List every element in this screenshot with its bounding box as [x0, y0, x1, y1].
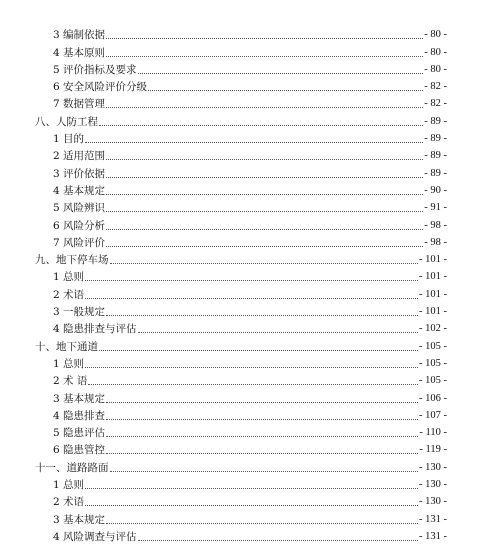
- toc-section-entry[interactable]: [0, 284, 483, 301]
- dot-leader: [138, 540, 418, 541]
- toc-entry-page-number: - 101 -: [419, 271, 447, 283]
- toc-entry-title: 2 适用范围: [53, 150, 106, 163]
- dot-leader: [99, 350, 418, 351]
- toc-entry-page-number: - 82 -: [424, 81, 447, 93]
- dot-leader: [99, 125, 423, 126]
- toc-entry-page-number: - 98 -: [424, 219, 447, 231]
- toc-entry-title: 2 术语: [53, 288, 85, 301]
- toc-section-entry[interactable]: [0, 25, 483, 42]
- toc-section-entry[interactable]: [0, 94, 483, 111]
- dot-leader: [106, 436, 418, 437]
- toc-entry-title: 3 基本规定: [53, 513, 106, 526]
- dot-leader: [106, 523, 418, 524]
- toc-entry-page-number: - 90 -: [424, 184, 447, 196]
- toc-entry-title: 4 基本规定: [53, 184, 106, 197]
- dot-leader: [106, 229, 423, 230]
- toc-entry-title: 4 基本原则: [53, 46, 106, 59]
- toc-chapter-entry[interactable]: [0, 457, 483, 474]
- toc-section-entry[interactable]: [0, 371, 483, 388]
- toc-section-entry[interactable]: [0, 233, 483, 250]
- toc-entry-title: 3 基本规定: [53, 392, 106, 405]
- toc-entry-title: 3 评价依据: [53, 167, 106, 180]
- toc-entry-page-number: - 119 -: [419, 444, 447, 456]
- toc-entry-page-number: - 130 -: [419, 479, 447, 491]
- dot-leader: [106, 194, 423, 195]
- toc-entry-page-number: - 102 -: [419, 323, 447, 335]
- toc-section-entry[interactable]: [0, 475, 483, 492]
- dot-leader: [110, 471, 419, 472]
- dot-leader: [106, 211, 423, 212]
- toc-entry-title: 八、人防工程: [35, 115, 98, 128]
- toc-entry-page-number: - 80 -: [424, 46, 447, 58]
- toc-section-entry[interactable]: [0, 354, 483, 371]
- dot-leader: [106, 56, 423, 57]
- dot-leader: [85, 298, 418, 299]
- toc-section-entry[interactable]: [0, 527, 483, 544]
- toc-entry-title: 十一、道路路面: [35, 461, 109, 474]
- toc-entry-page-number: - 91 -: [424, 202, 447, 214]
- dot-leader: [106, 177, 423, 178]
- toc-entry-title: 4 隐患排查与评估: [53, 323, 137, 336]
- toc-section-entry[interactable]: [0, 406, 483, 423]
- toc-entry-title: 4 风险调查与评估: [53, 530, 137, 543]
- toc-entry-page-number: - 89 -: [424, 167, 447, 179]
- dot-leader: [85, 280, 418, 281]
- toc-section-entry[interactable]: [0, 146, 483, 163]
- toc-section-entry[interactable]: [0, 77, 483, 94]
- dot-leader: [106, 453, 418, 454]
- toc-entry-title: 九、地下停车场: [35, 254, 109, 267]
- toc-chapter-entry[interactable]: [0, 111, 483, 128]
- toc-entry-page-number: - 89 -: [424, 133, 447, 145]
- toc-entry-title: 5 隐患评估: [53, 427, 106, 440]
- toc-entry-title: 5 风险辨识: [53, 202, 106, 215]
- toc-entry-title: 2 术语: [53, 496, 85, 509]
- toc-entry-page-number: - 130 -: [419, 496, 447, 508]
- toc-section-entry[interactable]: [0, 267, 483, 284]
- toc-section-entry[interactable]: [0, 42, 483, 59]
- toc-entry-title: 7 风险评价: [53, 236, 106, 249]
- table-of-contents: [0, 25, 483, 544]
- toc-entry-page-number: - 101 -: [419, 306, 447, 318]
- toc-chapter-entry[interactable]: [0, 250, 483, 267]
- dot-leader: [106, 107, 423, 108]
- toc-entry-page-number: - 80 -: [424, 63, 447, 75]
- dot-leader: [85, 142, 423, 143]
- toc-entry-page-number: - 130 -: [419, 461, 447, 473]
- toc-chapter-entry[interactable]: [0, 336, 483, 353]
- toc-entry-page-number: - 107 -: [419, 409, 447, 421]
- dot-leader: [106, 419, 418, 420]
- toc-entry-title: 6 隐患管控: [53, 444, 106, 457]
- toc-section-entry[interactable]: [0, 440, 483, 457]
- toc-entry-page-number: - 105 -: [419, 340, 447, 352]
- dot-leader: [85, 488, 418, 489]
- toc-entry-title: 7 数据管理: [53, 98, 106, 111]
- toc-entry-title: 1 目的: [53, 133, 85, 146]
- toc-entry-page-number: - 101 -: [419, 288, 447, 300]
- toc-entry-page-number: - 131 -: [419, 530, 447, 542]
- toc-entry-page-number: - 101 -: [419, 254, 447, 266]
- toc-entry-page-number: - 105 -: [419, 375, 447, 387]
- dot-leader: [110, 263, 419, 264]
- toc-entry-page-number: - 82 -: [424, 98, 447, 110]
- toc-entry-page-number: - 89 -: [424, 115, 447, 127]
- toc-entry-title: 3 编制依据: [53, 29, 106, 42]
- toc-entry-title: 5 评价指标及要求: [53, 63, 137, 76]
- toc-section-entry[interactable]: [0, 215, 483, 232]
- toc-section-entry[interactable]: [0, 181, 483, 198]
- toc-entry-title: 1 总则: [53, 357, 85, 370]
- dot-leader: [106, 159, 423, 160]
- toc-section-entry[interactable]: [0, 60, 483, 77]
- dot-leader: [106, 38, 423, 39]
- toc-entry-title: 十、地下通道: [35, 340, 98, 353]
- toc-entry-page-number: - 89 -: [424, 150, 447, 162]
- toc-entry-title: 2 术 语: [53, 375, 88, 388]
- toc-section-entry[interactable]: [0, 302, 483, 319]
- dot-leader: [85, 367, 418, 368]
- dot-leader: [106, 402, 418, 403]
- toc-section-entry[interactable]: [0, 388, 483, 405]
- toc-section-entry[interactable]: [0, 163, 483, 180]
- dot-leader: [85, 505, 418, 506]
- toc-entry-title: 1 总则: [53, 479, 85, 492]
- toc-section-entry[interactable]: [0, 492, 483, 509]
- toc-entry-title: 6 风险分析: [53, 219, 106, 232]
- toc-section-entry[interactable]: [0, 423, 483, 440]
- dot-leader: [138, 73, 424, 74]
- toc-section-entry[interactable]: [0, 509, 483, 526]
- toc-entry-page-number: - 110 -: [419, 427, 447, 439]
- toc-entry-title: 4 隐患排查: [53, 409, 106, 422]
- toc-entry-page-number: - 106 -: [419, 392, 447, 404]
- toc-section-entry[interactable]: [0, 319, 483, 336]
- toc-section-entry[interactable]: [0, 198, 483, 215]
- dot-leader: [106, 246, 423, 247]
- dot-leader: [138, 332, 418, 333]
- dot-leader: [88, 384, 418, 385]
- toc-section-entry[interactable]: [0, 129, 483, 146]
- toc-entry-page-number: - 131 -: [419, 513, 447, 525]
- dot-leader: [106, 315, 418, 316]
- toc-entry-title: 3 一般规定: [53, 306, 106, 319]
- toc-entry-page-number: - 98 -: [424, 236, 447, 248]
- toc-entry-page-number: - 80 -: [424, 29, 447, 41]
- dot-leader: [148, 90, 423, 91]
- toc-entry-title: 1 总则: [53, 271, 85, 284]
- toc-entry-page-number: - 105 -: [419, 357, 447, 369]
- toc-entry-title: 6 安全风险评价分级: [53, 81, 148, 94]
